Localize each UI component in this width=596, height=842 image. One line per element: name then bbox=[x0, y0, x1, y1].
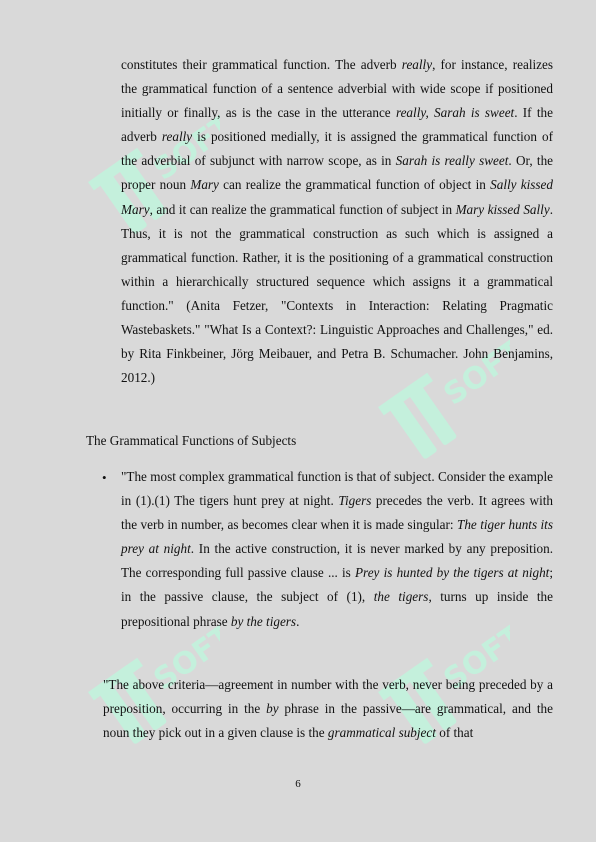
body-paragraph bbox=[103, 673, 553, 745]
text-run: . In the active construction, it is never marked by any preposition. The corresponding full passive clause ... is bbox=[121, 541, 553, 581]
bullet-point: • bbox=[102, 470, 107, 485]
section-heading: The Grammatical Functions of Subjects bbox=[86, 433, 297, 448]
italic-text: Tigers bbox=[338, 493, 372, 509]
text-run: of that bbox=[435, 725, 474, 741]
text-run: constitutes their grammatical function. The adverb bbox=[121, 57, 402, 72]
italic-text: by the tigers bbox=[230, 613, 297, 629]
italic-text: Mary kissed Sally bbox=[455, 201, 550, 217]
quote-paragraph bbox=[121, 53, 553, 390]
italic-text: Mary bbox=[190, 177, 219, 193]
text-run: , and it can realize the grammatical function of subject in bbox=[149, 201, 456, 217]
svg-text:SOFT: SOFT bbox=[147, 110, 220, 188]
italic-text: really bbox=[161, 129, 193, 145]
text-run: , for instance, realizes the grammatical function of a sentence adverbial with wide scope if positioned initially or finally, as is the case in the utterance bbox=[121, 57, 553, 121]
text-run: is positioned medially, it is assigned the grammatical function of the adverbial of subjunct with narrow scope, as in bbox=[121, 129, 553, 169]
italic-text: Sally kissed Mary bbox=[121, 177, 553, 217]
text-run: . Or, the proper noun bbox=[121, 153, 554, 193]
svg-text:SOFT: SOFT bbox=[437, 335, 510, 413]
bullet-paragraph bbox=[121, 465, 553, 634]
bullet-item bbox=[121, 465, 553, 634]
text-run: . Thus, it is not the grammatical construction as such which is assigned a grammatical function. Rather, it is the positioning of a grammatical construction within a hierarchically structured sequence which assigns it a grammatical function." (Anita Fetzer, "Contexts in Interaction: Relating Pragmatic Wastebaskets." "What Is a Context?: Linguistic Approaches and Challenges," ed. by Rita Finkbeiner, Jörg Meibauer, and Petra B. Schumacher. John Benjamins, 2012.) bbox=[121, 201, 553, 386]
italic-text: grammatical subject bbox=[327, 725, 436, 741]
text-run: can realize the grammatical function of object in bbox=[218, 177, 491, 193]
italic-text: Prey is hunted by the tigers at night bbox=[355, 565, 550, 581]
text-run: . If the adverb bbox=[121, 105, 553, 145]
italic-text: by bbox=[266, 701, 279, 717]
text-run: "The above criteria—agreement in number with the verb, never being preceded by a preposition, occurring in the bbox=[103, 677, 553, 717]
text-run: precedes the verb. It agrees with the verb in number, as becomes clear when it is made singular: bbox=[121, 493, 553, 533]
text-run: "The most complex grammatical function is that of subject. Consider the example in (1).(1) The tigers hunt prey at night. bbox=[121, 469, 553, 509]
text-run: phrase in the passive—are grammatical, and the noun they pick out in a given clause is the bbox=[103, 701, 554, 741]
italic-text: Sarah is really sweet bbox=[395, 153, 509, 169]
italic-text: the tigers bbox=[373, 589, 429, 605]
svg-text:SOFT: SOFT bbox=[437, 620, 510, 698]
italic-text: really, Sarah is sweet bbox=[395, 105, 515, 121]
quote-continuation bbox=[121, 53, 553, 390]
svg-text:SOFT: SOFT bbox=[147, 620, 220, 698]
text-run: , turns up inside the prepositional phrase bbox=[121, 589, 553, 629]
text-run: . bbox=[296, 613, 300, 629]
italic-text: The tiger hunts its prey at night bbox=[121, 517, 553, 557]
page-number: 6 bbox=[295, 778, 301, 790]
body-paragraph-text bbox=[103, 673, 553, 745]
italic-text: really bbox=[401, 57, 433, 72]
text-run: ; in the passive clause, the subject of (1), bbox=[121, 565, 554, 605]
